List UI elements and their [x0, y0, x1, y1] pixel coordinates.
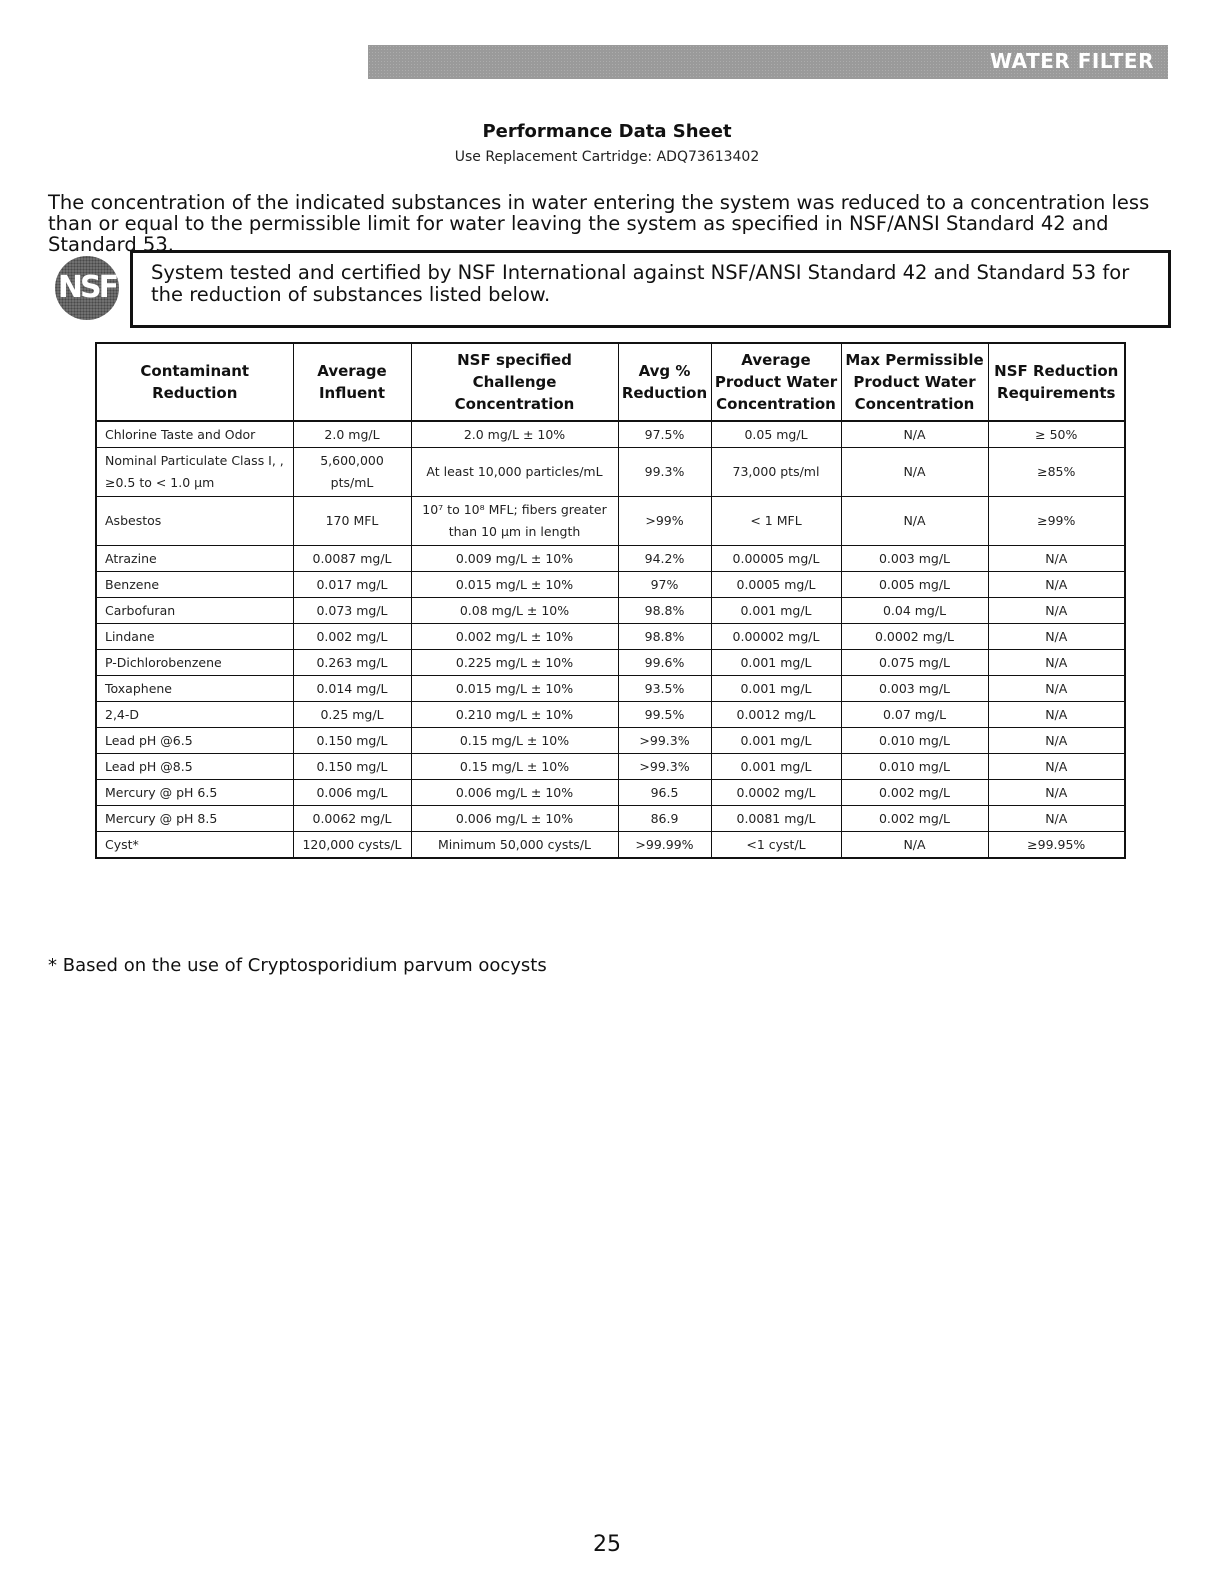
nsf-logo-text: NSF: [57, 270, 117, 305]
page-number: 25: [593, 1532, 621, 1557]
table-cell: N/A: [841, 832, 988, 859]
table-cell: 0.04 mg/L: [841, 598, 988, 624]
table-cell: Lindane: [96, 624, 293, 650]
column-header: Average Product Water Concentration: [711, 343, 841, 421]
column-header: Contaminant Reduction: [96, 343, 293, 421]
table-cell: 5,600,000 pts/mL: [293, 448, 411, 497]
table-cell: 2.0 mg/L ± 10%: [411, 421, 618, 448]
table-cell: 0.006 mg/L ± 10%: [411, 806, 618, 832]
table-cell: 93.5%: [618, 676, 711, 702]
table-row: [96, 497, 1125, 546]
certification-box: [130, 250, 1171, 328]
table-row: [96, 754, 1125, 780]
table-cell: 0.010 mg/L: [841, 728, 988, 754]
table-cell: 0.001 mg/L: [711, 650, 841, 676]
table-cell: P-Dichlorobenzene: [96, 650, 293, 676]
table-cell: Toxaphene: [96, 676, 293, 702]
table-row: [96, 676, 1125, 702]
table-cell: 0.009 mg/L ± 10%: [411, 546, 618, 572]
table-cell: ≥85%: [988, 448, 1125, 497]
table-cell: Carbofuran: [96, 598, 293, 624]
table-cell: N/A: [988, 702, 1125, 728]
table-cell: 10⁷ to 10⁸ MFL; fibers greater than 10 µm in length: [411, 497, 618, 546]
table-cell: 99.5%: [618, 702, 711, 728]
table-cell: N/A: [988, 546, 1125, 572]
page-subtitle: Use Replacement Cartridge: ADQ73613402: [454, 149, 760, 165]
intro-paragraph: The concentration of the indicated substances in water entering the system was reduced to a concentration less than or equal to the permissible limit for water leaving the system as specified in NSF/ANSI Standard 42 and Standard 53.: [48, 191, 1150, 256]
page-title: Performance Data Sheet: [482, 121, 732, 142]
table-cell: 0.225 mg/L ± 10%: [411, 650, 618, 676]
table-cell: 0.0002 mg/L: [711, 780, 841, 806]
table-row: [96, 624, 1125, 650]
table-cell: N/A: [988, 754, 1125, 780]
table-cell: 0.00002 mg/L: [711, 624, 841, 650]
table-cell: N/A: [841, 421, 988, 448]
table-cell: >99.3%: [618, 754, 711, 780]
table-cell: 94.2%: [618, 546, 711, 572]
table-cell: 0.0012 mg/L: [711, 702, 841, 728]
table-cell: 0.001 mg/L: [711, 598, 841, 624]
footnote: * Based on the use of Cryptosporidium parvum oocysts: [48, 955, 547, 976]
table-cell: N/A: [988, 650, 1125, 676]
table-cell: 0.006 mg/L: [293, 780, 411, 806]
table-cell: 0.150 mg/L: [293, 754, 411, 780]
table-cell: ≥99.95%: [988, 832, 1125, 859]
table-cell: 0.25 mg/L: [293, 702, 411, 728]
table-cell: 0.002 mg/L ± 10%: [411, 624, 618, 650]
table-cell: 0.015 mg/L ± 10%: [411, 572, 618, 598]
column-header: Average Influent: [293, 343, 411, 421]
table-cell: Asbestos: [96, 497, 293, 546]
table-cell: 0.0081 mg/L: [711, 806, 841, 832]
column-header: NSF specified Challenge Concentration: [411, 343, 618, 421]
table-cell: N/A: [841, 497, 988, 546]
table-cell: 0.0062 mg/L: [293, 806, 411, 832]
table-cell: 0.003 mg/L: [841, 676, 988, 702]
table-cell: 0.150 mg/L: [293, 728, 411, 754]
table-cell: 0.015 mg/L ± 10%: [411, 676, 618, 702]
table-cell: Atrazine: [96, 546, 293, 572]
table-cell: N/A: [988, 780, 1125, 806]
table-cell: < 1 MFL: [711, 497, 841, 546]
table-cell: 0.0087 mg/L: [293, 546, 411, 572]
table-row: [96, 780, 1125, 806]
table-cell: 0.07 mg/L: [841, 702, 988, 728]
table-row: [96, 832, 1125, 859]
table-cell: 0.006 mg/L ± 10%: [411, 780, 618, 806]
section-header-bar: [368, 45, 1168, 79]
table-cell: 0.15 mg/L ± 10%: [411, 754, 618, 780]
table-cell: 98.8%: [618, 598, 711, 624]
table-cell: Mercury @ pH 8.5: [96, 806, 293, 832]
table-cell: >99.3%: [618, 728, 711, 754]
table-cell: N/A: [988, 676, 1125, 702]
column-header: Max Permissible Product Water Concentration: [841, 343, 988, 421]
table-row: [96, 546, 1125, 572]
table-cell: N/A: [988, 806, 1125, 832]
table-cell: 73,000 pts/ml: [711, 448, 841, 497]
table-cell: 0.15 mg/L ± 10%: [411, 728, 618, 754]
table-cell: >99%: [618, 497, 711, 546]
table-cell: 99.6%: [618, 650, 711, 676]
table-row: [96, 421, 1125, 448]
table-cell: 0.00005 mg/L: [711, 546, 841, 572]
table-cell: 0.001 mg/L: [711, 728, 841, 754]
section-title: WATER FILTER: [990, 49, 1154, 73]
table-cell: Lead pH @8.5: [96, 754, 293, 780]
table-cell: 170 MFL: [293, 497, 411, 546]
table-row: [96, 448, 1125, 497]
table-cell: >99.99%: [618, 832, 711, 859]
table-cell: 0.001 mg/L: [711, 754, 841, 780]
performance-table: [95, 342, 1126, 859]
table-cell: N/A: [988, 624, 1125, 650]
table-cell: N/A: [988, 728, 1125, 754]
column-header: NSF Reduction Requirements: [988, 343, 1125, 421]
table-cell: 0.0002 mg/L: [841, 624, 988, 650]
table-cell: N/A: [988, 598, 1125, 624]
table-cell: 2,4-D: [96, 702, 293, 728]
table-cell: Benzene: [96, 572, 293, 598]
table-cell: ≥99%: [988, 497, 1125, 546]
table-cell: 0.017 mg/L: [293, 572, 411, 598]
table-cell: 0.263 mg/L: [293, 650, 411, 676]
table-row: [96, 598, 1125, 624]
table-cell: 120,000 cysts/L: [293, 832, 411, 859]
table-cell: 0.0005 mg/L: [711, 572, 841, 598]
table-cell: 0.014 mg/L: [293, 676, 411, 702]
table-cell: 97.5%: [618, 421, 711, 448]
table-cell: 86.9: [618, 806, 711, 832]
table-cell: 0.003 mg/L: [841, 546, 988, 572]
table-cell: Minimum 50,000 cysts/L: [411, 832, 618, 859]
table-cell: 0.075 mg/L: [841, 650, 988, 676]
table-cell: 0.010 mg/L: [841, 754, 988, 780]
table-header-row: [96, 343, 1125, 421]
table-cell: 0.005 mg/L: [841, 572, 988, 598]
table-cell: 0.002 mg/L: [841, 806, 988, 832]
table-cell: Cyst*: [96, 832, 293, 859]
table-row: [96, 572, 1125, 598]
table-cell: 0.002 mg/L: [841, 780, 988, 806]
table-cell: Chlorine Taste and Odor: [96, 421, 293, 448]
table-cell: 97%: [618, 572, 711, 598]
column-header: Avg % Reduction: [618, 343, 711, 421]
table-cell: 0.08 mg/L ± 10%: [411, 598, 618, 624]
table-cell: 0.073 mg/L: [293, 598, 411, 624]
table-cell: At least 10,000 particles/mL: [411, 448, 618, 497]
table-cell: 0.05 mg/L: [711, 421, 841, 448]
table-row: [96, 702, 1125, 728]
table-cell: Mercury @ pH 6.5: [96, 780, 293, 806]
table-row: [96, 650, 1125, 676]
table-cell: ≥ 50%: [988, 421, 1125, 448]
table-cell: 0.210 mg/L ± 10%: [411, 702, 618, 728]
table-cell: 0.001 mg/L: [711, 676, 841, 702]
table-cell: 98.8%: [618, 624, 711, 650]
table-cell: 0.002 mg/L: [293, 624, 411, 650]
table-cell: <1 cyst/L: [711, 832, 841, 859]
nsf-logo-icon: [55, 256, 119, 320]
table-cell: 96.5: [618, 780, 711, 806]
table-row: [96, 728, 1125, 754]
table-cell: N/A: [841, 448, 988, 497]
table-cell: Nominal Particulate Class I, , ≥0.5 to < 1.0 µm: [96, 448, 293, 497]
table-cell: Lead pH @6.5: [96, 728, 293, 754]
certification-text: System tested and certified by NSF International against NSF/ANSI Standard 42 and Standard 53 for the reduction of substances listed below.: [151, 261, 1130, 306]
table-cell: 2.0 mg/L: [293, 421, 411, 448]
table-row: [96, 806, 1125, 832]
table-cell: N/A: [988, 572, 1125, 598]
table-cell: 99.3%: [618, 448, 711, 497]
